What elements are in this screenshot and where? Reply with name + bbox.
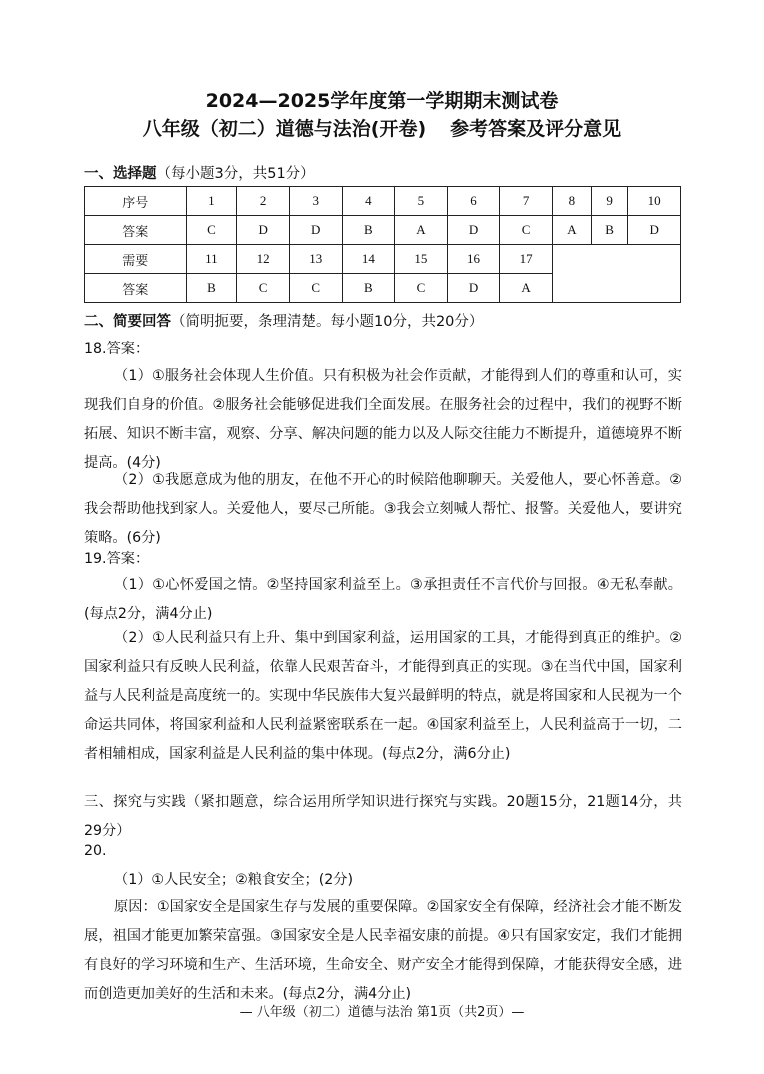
table-cell: B: [342, 274, 395, 303]
q19-label: 19.答案：: [84, 551, 150, 567]
table-cell: D: [628, 216, 681, 245]
table-cell: D: [237, 216, 290, 245]
page-footer: — 八年级（初二）道德与法治 第1页（共2页）—: [239, 1005, 525, 1020]
table-cell: 10: [628, 187, 681, 216]
table-cell: B: [186, 274, 237, 303]
table-cell: C: [186, 216, 237, 245]
q20-answer-1: （1）①人民安全；②粮食安全；(2分): [114, 872, 353, 888]
table-cell: C: [289, 274, 342, 303]
table-cell: 17: [500, 245, 553, 274]
table-cell: 9: [591, 187, 627, 216]
table-empty-cell: [552, 245, 680, 303]
q19-answer-1: （1）①心怀爱国之情。②坚持国家利益至上。③承担责任不言代价与回报。④无私奉献。(每点2分，满4分止): [84, 577, 682, 622]
table-cell: 12: [237, 245, 290, 274]
q20-answer-2: 原因：①国家安全是国家生存与发展的重要保障。②国家安全有保障，经济社会才能不断发展，祖国才能更加繁荣富强。③国家安全是人民幸福安康的前提。④只有国家安定，我们才能拥有良好的学习环境和生产、生活环境，生命安全、财产安全才能得到保障，才能获得安全感，进而创造更加美好的生活和未来。(每点2分，满4分止): [84, 899, 682, 1002]
table-row-label: 答案: [85, 274, 187, 303]
table-cell: D: [447, 274, 500, 303]
table-cell: D: [289, 216, 342, 245]
section3-heading: 三、探究与实践（紧扣题意，综合运用所学知识进行探究与实践。20题15分，21题14分，共29分）: [84, 794, 682, 839]
section1-heading: 一、选择题（每小题3分，共51分）: [84, 166, 315, 182]
table-cell: 2: [237, 187, 290, 216]
table-cell: C: [395, 274, 448, 303]
q18-label: 18.答案：: [84, 341, 150, 357]
section2-heading: 二、简要回答（简明扼要，条理清楚。每小题10分，共20分）: [84, 314, 484, 330]
table-cell: 4: [342, 187, 395, 216]
table-cell: A: [395, 216, 448, 245]
exam-title: 2024—2025学年度第一学期期末测试卷: [205, 90, 559, 112]
table-cell: C: [500, 216, 553, 245]
table-cell: C: [237, 274, 290, 303]
table-row-label: 答案: [85, 216, 187, 245]
answer-key-title: 参考答案及评分意见: [450, 118, 622, 140]
answer-table: [84, 186, 681, 303]
q18-answer-2: （2）①我愿意成为他的朋友，在他不开心的时候陪他聊聊天。关爱他人，要心怀善意。②我会帮助他找到家人。关爱他人，要尽己所能。③我会立刻喊人帮忙、报警。关爱他人，要讲究策略。(6分): [84, 472, 682, 546]
table-cell: 6: [447, 187, 500, 216]
table-cell: D: [447, 216, 500, 245]
table-cell: 13: [289, 245, 342, 274]
table-row-label: 序号: [85, 187, 187, 216]
table-row: [85, 187, 681, 216]
table-row: [85, 245, 681, 274]
subject-title: 八年级（初二）道德与法治(开卷): [142, 118, 427, 140]
exam-subtitle: [0, 114, 764, 141]
table-cell: 16: [447, 245, 500, 274]
table-cell: A: [552, 216, 591, 245]
q20-label: 20.: [84, 843, 107, 859]
table-cell: A: [500, 274, 553, 303]
table-cell: 7: [500, 187, 553, 216]
q19-answer-2: （2）①人民利益只有上升、集中到国家利益，运用国家的工具，才能得到真正的维护。②国家利益只有反映人民利益，依靠人民艰苦奋斗，才能得到真正的实现。③在当代中国，国家利益与人民利益是高度统一的。实现中华民族伟大复兴最鲜明的特点，就是将国家和人民视为一个命运共同体，将国家利益和人民利益紧密联系在一起。④国家利益至上，人民利益高于一切，二者相辅相成，国家利益是人民利益的集中体现。(每点2分，满6分止): [84, 630, 682, 762]
table-row: [85, 216, 681, 245]
table-cell: B: [342, 216, 395, 245]
table-cell: 14: [342, 245, 395, 274]
table-cell: 8: [552, 187, 591, 216]
table-row-label: 需要: [85, 245, 187, 274]
table-cell: 5: [395, 187, 448, 216]
table-cell: 11: [186, 245, 237, 274]
table-cell: B: [591, 216, 627, 245]
q18-answer-1: （1）①服务社会体现人生价值。只有积极为社会作贡献，才能得到人们的尊重和认可，实现我们自身的价值。②服务社会能够促进我们全面发展。在服务社会的过程中，我们的视野不断拓展、知识不断丰富，观察、分享、解决问题的能力以及人际交往能力不断提升，道德境界不断提高。(4分): [84, 368, 682, 471]
table-cell: 3: [289, 187, 342, 216]
table-cell: 1: [186, 187, 237, 216]
table-cell: 15: [395, 245, 448, 274]
